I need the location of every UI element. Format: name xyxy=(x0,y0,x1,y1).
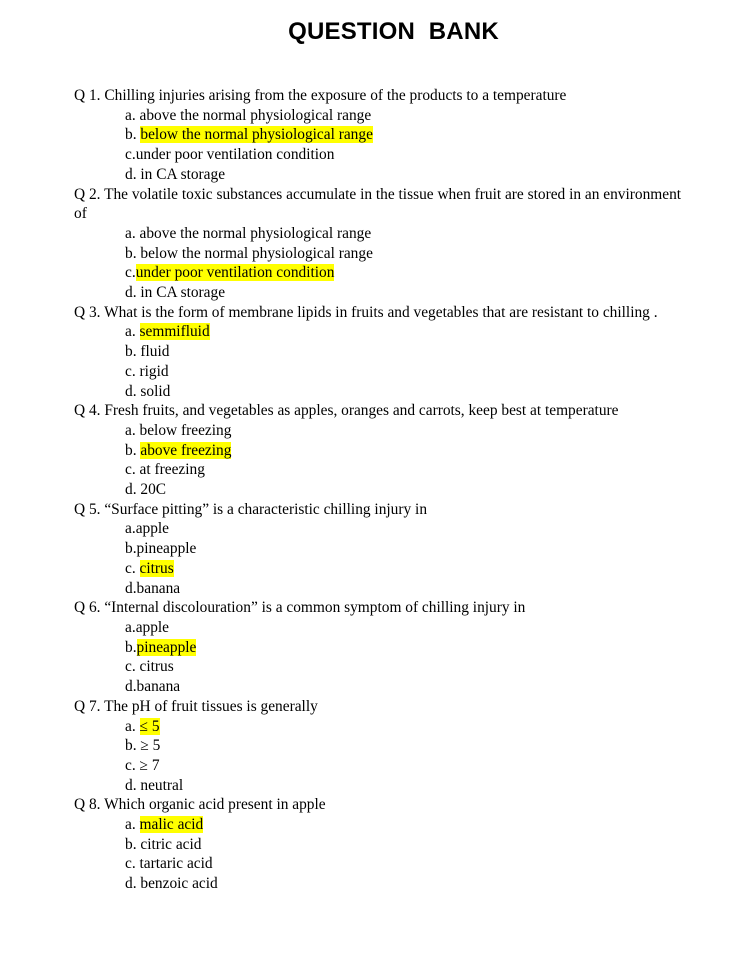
answer-option xyxy=(74,736,694,756)
answer-option xyxy=(74,382,694,402)
answer-option xyxy=(74,106,694,126)
option-letter: d. xyxy=(125,382,141,400)
answer-option xyxy=(74,342,694,362)
option-text: in CA storage xyxy=(140,284,226,302)
question-2 xyxy=(74,185,694,303)
option-letter: d. xyxy=(125,165,141,183)
option-letter: b. xyxy=(125,737,141,755)
answer-option xyxy=(74,874,694,894)
question-6 xyxy=(74,598,694,697)
option-text: below freezing xyxy=(139,421,232,439)
option-text: ≥ 7 xyxy=(139,756,160,774)
option-text: tartaric acid xyxy=(139,855,213,873)
option-text: citric acid xyxy=(140,835,202,853)
option-letter: d. xyxy=(125,875,141,893)
option-text: fluid xyxy=(140,343,170,361)
option-letter: a. xyxy=(125,618,136,636)
answer-option xyxy=(74,224,694,244)
option-letter: c. xyxy=(125,146,136,164)
answer-option xyxy=(74,460,694,480)
highlighted-answer: below the normal physiological range xyxy=(140,126,373,144)
answer-option xyxy=(74,322,694,342)
option-text: above the normal physiological range xyxy=(139,224,372,242)
answer-option xyxy=(74,815,694,835)
option-text: solid xyxy=(140,382,171,400)
option-letter: a. xyxy=(125,717,140,735)
highlighted-answer: under poor ventilation condition xyxy=(135,264,335,282)
option-letter: c. xyxy=(125,658,140,676)
option-letter: a. xyxy=(125,106,140,124)
answer-option xyxy=(74,717,694,737)
option-list xyxy=(74,618,694,697)
page-title: QUESTION BANK xyxy=(288,18,499,45)
option-text: below the normal physiological range xyxy=(140,244,373,262)
highlighted-answer: pineapple xyxy=(136,638,197,656)
option-letter: b. xyxy=(125,540,137,558)
question-1 xyxy=(74,86,694,185)
answer-option xyxy=(74,519,694,539)
question-text: Q 8. Which organic acid present in apple xyxy=(74,796,326,814)
question-4 xyxy=(74,401,694,500)
option-text: neutral xyxy=(140,776,184,794)
answer-option xyxy=(74,283,694,303)
question-3 xyxy=(74,303,694,402)
option-letter: d. xyxy=(125,284,141,302)
question-text: Q 4. Fresh fruits, and vegetables as apples, oranges and carrots, keep best at temperature xyxy=(74,402,619,420)
question-text: Q 3. What is the form of membrane lipids in fruits and vegetables that are resistant to chilling . xyxy=(74,303,658,321)
option-text: banana xyxy=(136,579,181,597)
answer-option xyxy=(74,835,694,855)
option-letter: b. xyxy=(125,835,141,853)
answer-option xyxy=(74,263,694,283)
question-list xyxy=(74,86,694,894)
option-letter: a. xyxy=(125,421,140,439)
option-text: benzoic acid xyxy=(140,875,218,893)
question-text: Q 2. The volatile toxic substances accumulate in the tissue when fruit are stored in an environment of xyxy=(74,185,682,223)
answer-option xyxy=(74,165,694,185)
option-letter: d. xyxy=(125,776,141,794)
highlighted-answer: semmifluid xyxy=(139,323,210,341)
option-letter: c. xyxy=(125,461,140,479)
option-letter: a. xyxy=(125,816,140,834)
option-letter: c. xyxy=(125,559,140,577)
answer-option xyxy=(74,854,694,874)
highlighted-answer: ≤ 5 xyxy=(139,717,160,735)
answer-option xyxy=(74,657,694,677)
option-letter: c. xyxy=(125,264,136,282)
answer-option xyxy=(74,618,694,638)
highlighted-answer: citrus xyxy=(139,559,174,577)
option-text: rigid xyxy=(139,362,169,380)
answer-option xyxy=(74,441,694,461)
option-letter: a. xyxy=(125,224,140,242)
option-text: apple xyxy=(135,520,170,538)
answer-option xyxy=(74,559,694,579)
option-letter: a. xyxy=(125,323,140,341)
option-letter: c. xyxy=(125,855,140,873)
answer-option xyxy=(74,421,694,441)
option-list xyxy=(74,106,694,185)
option-text: at freezing xyxy=(139,461,205,479)
answer-option xyxy=(74,539,694,559)
question-8 xyxy=(74,795,694,894)
option-text: under poor ventilation condition xyxy=(135,146,335,164)
question-text: Q 5. “Surface pitting” is a characteristic chilling injury in xyxy=(74,500,428,518)
option-text: ≥ 5 xyxy=(140,737,161,755)
question-text: Q 6. “Internal discolouration” is a common symptom of chilling injury in xyxy=(74,599,526,617)
question-5 xyxy=(74,500,694,599)
answer-option xyxy=(74,125,694,145)
question-text: Q 1. Chilling injuries arising from the exposure of the products to a temperature xyxy=(74,87,567,104)
answer-option xyxy=(74,756,694,776)
option-letter: b. xyxy=(125,441,141,459)
answer-option xyxy=(74,579,694,599)
option-letter: b. xyxy=(125,126,141,144)
highlighted-answer: above freezing xyxy=(140,441,232,459)
option-list xyxy=(74,717,694,796)
option-text: 20C xyxy=(140,481,167,499)
question-7 xyxy=(74,697,694,796)
option-text: above the normal physiological range xyxy=(139,106,372,124)
option-letter: b. xyxy=(125,343,141,361)
option-list xyxy=(74,421,694,500)
option-list xyxy=(74,519,694,598)
option-letter: c. xyxy=(125,756,140,774)
option-text: pineapple xyxy=(136,540,197,558)
option-letter: d. xyxy=(125,579,137,597)
question-text: Q 7. The pH of fruit tissues is generally xyxy=(74,697,318,715)
option-list xyxy=(74,815,694,894)
option-list xyxy=(74,224,694,303)
option-letter: a. xyxy=(125,520,136,538)
option-text: in CA storage xyxy=(140,165,226,183)
answer-option xyxy=(74,776,694,796)
option-letter: d. xyxy=(125,678,137,696)
highlighted-answer: malic acid xyxy=(139,816,204,834)
option-list xyxy=(74,322,694,401)
option-text: banana xyxy=(136,678,181,696)
answer-option xyxy=(74,244,694,264)
answer-option xyxy=(74,638,694,658)
answer-option xyxy=(74,677,694,697)
option-text: apple xyxy=(135,618,170,636)
option-text: citrus xyxy=(139,658,174,676)
answer-option xyxy=(74,145,694,165)
answer-option xyxy=(74,362,694,382)
option-letter: c. xyxy=(125,362,140,380)
option-letter: d. xyxy=(125,481,141,499)
option-letter: b. xyxy=(125,244,141,262)
answer-option xyxy=(74,480,694,500)
option-letter: b. xyxy=(125,638,137,656)
